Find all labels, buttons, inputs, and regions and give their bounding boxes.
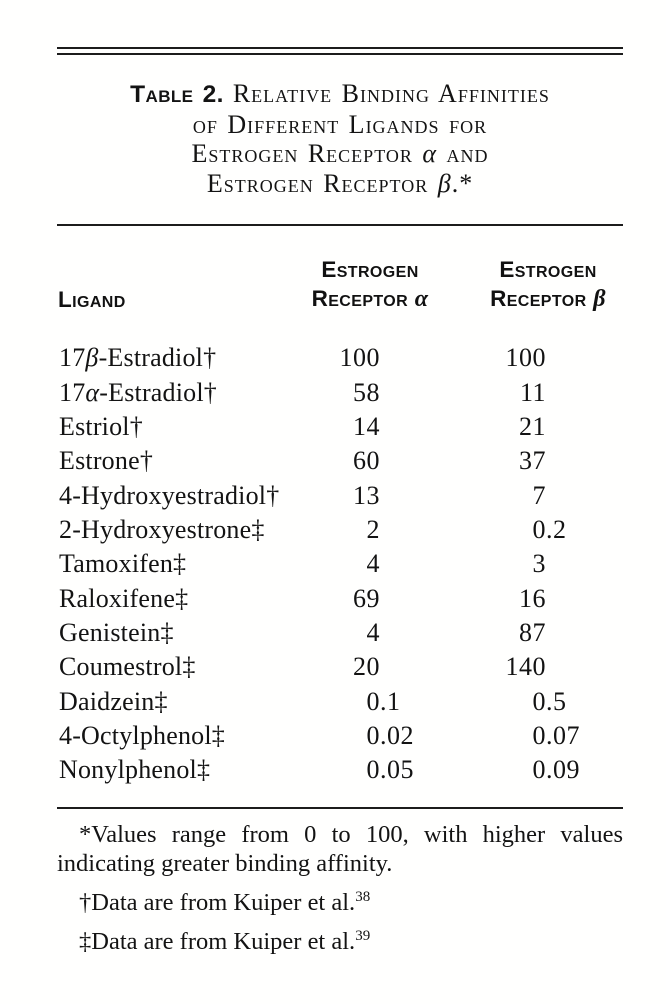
ligand-cell: Estriol† xyxy=(59,411,143,441)
value-integer-part: 13 xyxy=(353,480,380,510)
er-beta-value xyxy=(457,410,623,444)
footnote: *Values range from 0 to 100, with higher values indicating greater binding affinity. xyxy=(57,821,623,877)
greek-letter: β xyxy=(437,168,452,198)
caption-text: and xyxy=(437,139,489,168)
caption-text: Estrogen Receptor xyxy=(206,168,438,198)
er-beta-value xyxy=(457,513,623,547)
value-integer-part: 16 xyxy=(519,583,546,613)
value-fraction-part xyxy=(380,376,457,410)
ligand-cell: Daidzein‡ xyxy=(59,686,168,716)
er-beta-value xyxy=(457,376,623,410)
footnote-marker: ‡ xyxy=(79,928,92,955)
table-row xyxy=(57,719,623,753)
value-fraction-part xyxy=(546,582,623,616)
value-fraction-part xyxy=(546,650,623,684)
table-row xyxy=(57,581,623,615)
value-integer-part: 3 xyxy=(532,549,546,579)
footnote-marker: * xyxy=(79,821,92,848)
value-integer-part: 0 xyxy=(366,755,380,785)
value-integer-part: 4 xyxy=(366,617,380,647)
er-beta-value xyxy=(457,547,623,581)
er-alpha-value xyxy=(297,513,457,547)
header-line xyxy=(297,284,443,314)
value-fraction-part xyxy=(546,341,623,375)
ligand-cell: Raloxifene‡ xyxy=(59,583,189,613)
er-alpha-value xyxy=(297,444,457,478)
value-integer-part: 0 xyxy=(532,686,546,716)
header-text: Receptor xyxy=(490,286,594,311)
er-beta-value xyxy=(457,685,623,719)
table-row xyxy=(57,684,623,718)
er-alpha-value xyxy=(297,410,457,444)
er-alpha-value xyxy=(297,582,457,616)
value-integer-part: 0 xyxy=(532,755,546,785)
caption-text: of Different Ligands for xyxy=(192,109,488,139)
value-integer-part: 11 xyxy=(519,377,546,407)
ligand-cell: 4-Hydroxyestradiol† xyxy=(59,480,280,510)
value-integer-part: 37 xyxy=(519,446,546,476)
table-body xyxy=(57,341,623,787)
ligand-cell: Coumestrol‡ xyxy=(59,652,196,682)
table-row xyxy=(57,513,623,547)
table-row xyxy=(57,753,623,787)
value-integer-part: 14 xyxy=(353,411,380,441)
value-fraction-part: .05 xyxy=(380,755,414,785)
table-row xyxy=(57,375,623,409)
value-integer-part: 0 xyxy=(532,514,546,544)
table-row xyxy=(57,410,623,444)
table-row xyxy=(57,616,623,650)
er-alpha-value xyxy=(297,479,457,513)
value-fraction-part: .5 xyxy=(546,686,567,716)
header-text: Receptor xyxy=(311,286,415,311)
footnotes xyxy=(57,820,623,956)
table-number-label: Table 2. xyxy=(130,81,224,108)
greek-letter: α xyxy=(85,377,100,407)
er-alpha-value xyxy=(297,341,457,375)
value-integer-part: 7 xyxy=(532,480,546,510)
value-integer-part: 100 xyxy=(339,343,380,373)
value-fraction-part xyxy=(546,376,623,410)
header-line xyxy=(473,284,623,314)
header-line: Estrogen xyxy=(499,257,597,282)
value-fraction-part: .2 xyxy=(546,514,567,544)
top-rule-upper xyxy=(57,47,623,49)
value-fraction-part xyxy=(546,479,623,513)
er-beta-value xyxy=(457,616,623,650)
ligand-cell: 4-Octylphenol‡ xyxy=(59,720,225,750)
column-header-ligand: Ligand xyxy=(58,287,126,312)
table-caption xyxy=(57,79,623,198)
value-fraction-part xyxy=(380,547,457,581)
caption-line xyxy=(57,110,623,140)
greek-letter: β xyxy=(85,343,99,373)
ligand-cell: Nonylphenol‡ xyxy=(59,755,211,785)
footer-divider-rule xyxy=(57,807,623,809)
er-beta-value xyxy=(457,582,623,616)
table-row xyxy=(57,444,623,478)
value-integer-part: 100 xyxy=(505,343,546,373)
table-header xyxy=(57,255,623,314)
value-integer-part: 60 xyxy=(353,446,380,476)
er-alpha-value xyxy=(297,650,457,684)
er-beta-value xyxy=(457,479,623,513)
er-alpha-value xyxy=(297,685,457,719)
column-header-er-alpha xyxy=(297,255,457,314)
table-row xyxy=(57,547,623,581)
caption-divider-rule xyxy=(57,224,623,226)
reference-number: 38 xyxy=(355,888,371,905)
value-fraction-part: .09 xyxy=(546,755,580,785)
ligand-cell: 2-Hydroxyestrone‡ xyxy=(59,514,265,544)
footnote-marker: † xyxy=(79,889,92,916)
value-fraction-part xyxy=(546,616,623,650)
table-row xyxy=(57,650,623,684)
value-integer-part: 2 xyxy=(366,514,380,544)
table-row xyxy=(57,341,623,375)
value-fraction-part xyxy=(546,410,623,444)
value-fraction-part xyxy=(546,547,623,581)
value-fraction-part xyxy=(380,513,457,547)
value-fraction-part xyxy=(546,444,623,478)
ligand-cell: Tamoxifen‡ xyxy=(59,549,187,579)
table-row xyxy=(57,478,623,512)
top-rule-lower xyxy=(57,53,623,55)
footnote: †Data are from Kuiper et al.$^{38}$ xyxy=(79,888,371,916)
caption-text: .* xyxy=(451,168,474,198)
er-beta-value xyxy=(457,753,623,787)
value-fraction-part xyxy=(380,582,457,616)
column-header-er-beta xyxy=(457,255,623,314)
ligand-cell: 17α-Estradiol† xyxy=(59,377,217,407)
value-fraction-part: .07 xyxy=(546,720,580,750)
ligand-cell: 17β-Estradiol† xyxy=(59,343,217,373)
caption-text: Relative Binding Affinities xyxy=(232,79,550,108)
value-fraction-part xyxy=(380,410,457,444)
value-integer-part: 58 xyxy=(353,377,380,407)
ligand-cell: Estrone† xyxy=(59,446,154,476)
er-beta-value xyxy=(457,341,623,375)
value-integer-part: 69 xyxy=(353,583,380,613)
value-fraction-part xyxy=(380,341,457,375)
er-alpha-value xyxy=(297,616,457,650)
er-beta-value xyxy=(457,444,623,478)
er-beta-value xyxy=(457,650,623,684)
er-alpha-value xyxy=(297,753,457,787)
value-integer-part: 21 xyxy=(519,411,546,441)
value-integer-part: 0 xyxy=(366,686,380,716)
header-line: Estrogen xyxy=(321,257,419,282)
value-fraction-part: .02 xyxy=(380,720,414,750)
alpha-symbol: α xyxy=(414,286,429,312)
value-fraction-part: .1 xyxy=(380,686,401,716)
ligand-cell: Genistein‡ xyxy=(59,617,174,647)
value-integer-part: 4 xyxy=(366,549,380,579)
er-beta-value xyxy=(457,719,623,753)
value-fraction-part xyxy=(380,650,457,684)
value-fraction-part xyxy=(380,616,457,650)
er-alpha-value xyxy=(297,376,457,410)
footnote: ‡Data are from Kuiper et al.$^{39}$ xyxy=(79,927,371,955)
caption-line xyxy=(57,79,623,110)
caption-text: Estrogen Receptor xyxy=(191,139,423,168)
er-alpha-value xyxy=(297,719,457,753)
beta-symbol: β xyxy=(593,286,606,312)
value-integer-part: 0 xyxy=(366,720,380,750)
value-fraction-part xyxy=(380,479,457,513)
reference-number: 39 xyxy=(355,927,371,944)
er-alpha-value xyxy=(297,547,457,581)
value-integer-part: 140 xyxy=(505,652,546,682)
value-integer-part: 0 xyxy=(532,720,546,750)
value-integer-part: 20 xyxy=(353,652,380,682)
greek-letter: α xyxy=(422,139,438,168)
value-integer-part: 87 xyxy=(519,617,546,647)
caption-line xyxy=(57,169,623,199)
caption-line xyxy=(57,139,623,169)
value-fraction-part xyxy=(380,444,457,478)
